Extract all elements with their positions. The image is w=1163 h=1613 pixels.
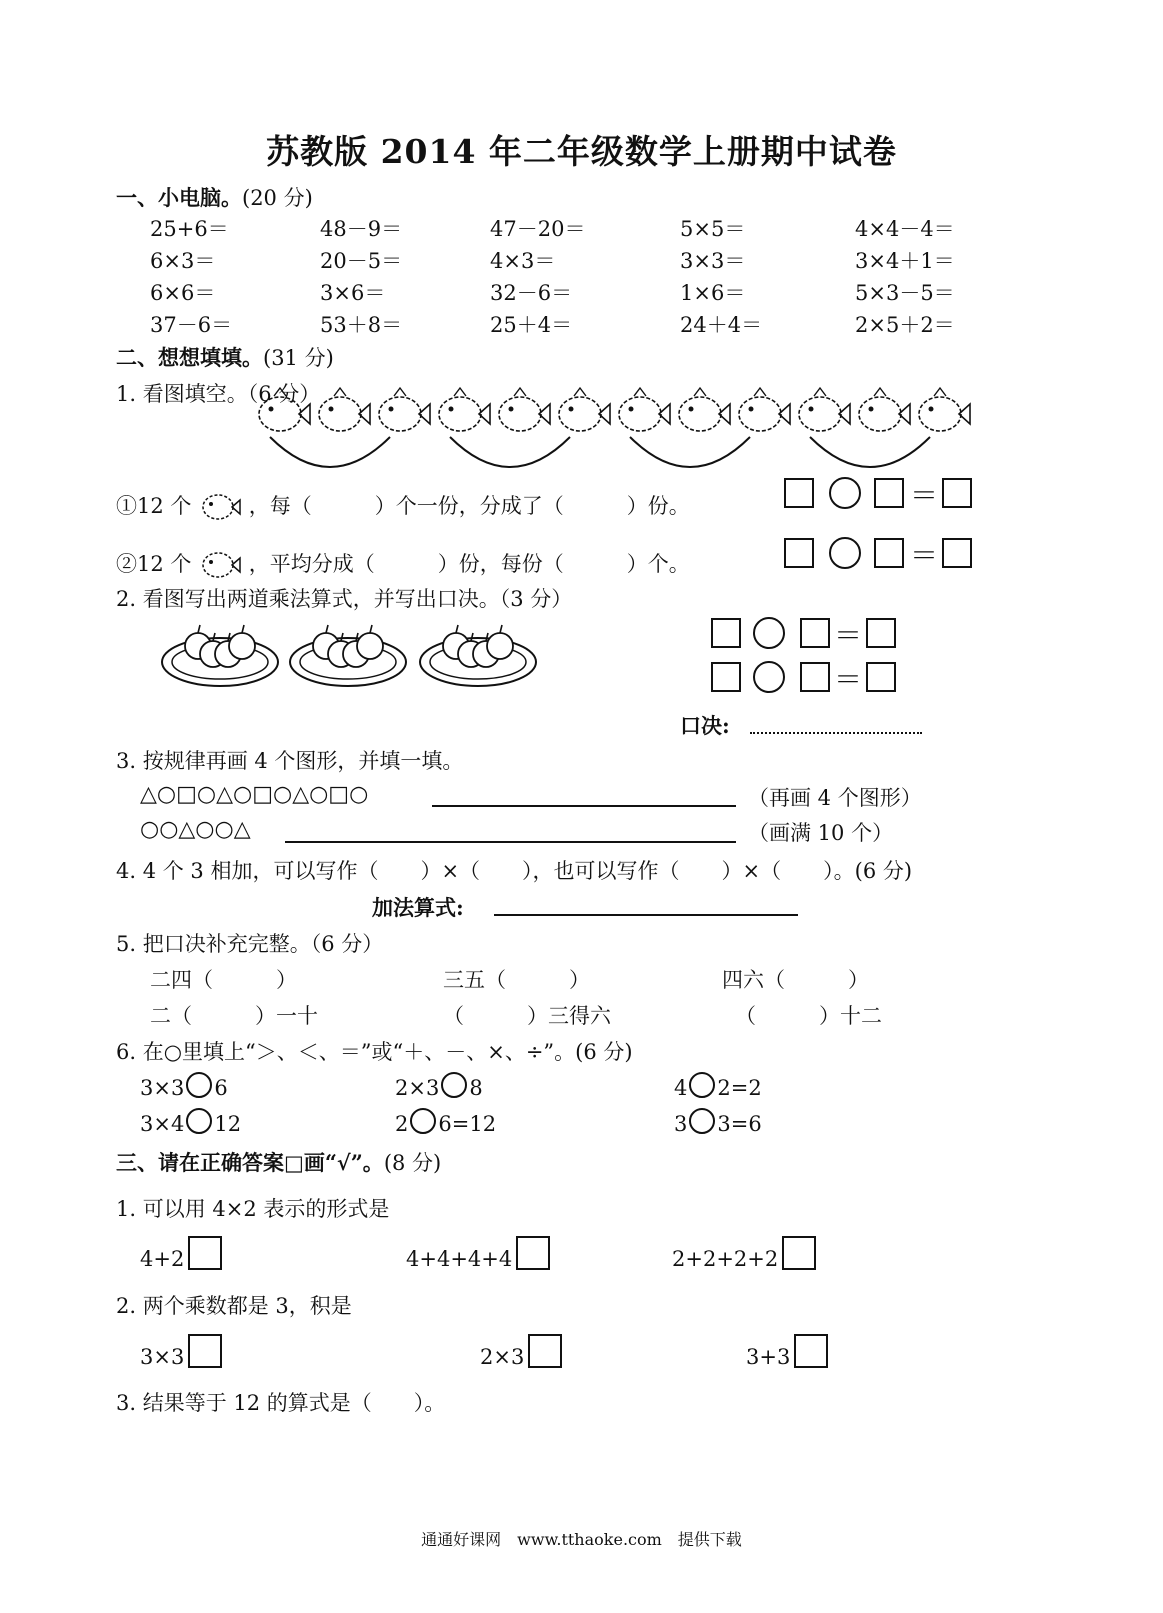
fish-picture <box>250 382 980 472</box>
section-2-heading <box>116 342 334 372</box>
calc-item: 20－5＝ <box>320 249 403 273</box>
fish-icon <box>379 388 430 431</box>
answer-box[interactable] <box>800 618 830 648</box>
fish-icon <box>799 388 850 431</box>
checkbox[interactable] <box>782 1236 816 1270</box>
q6-left: 2 <box>395 1112 409 1136</box>
calc-item: 4×3＝ <box>490 249 556 273</box>
choice-option <box>140 1236 222 1271</box>
answer-box[interactable] <box>866 618 896 648</box>
apple-plate <box>290 625 406 686</box>
calc-item: 5×3－5＝ <box>855 281 955 305</box>
choice-label: 3+3 <box>746 1345 791 1369</box>
answer-box[interactable] <box>866 662 896 692</box>
q1-sub1-text: ，每（ ）个一份，分成了（ ）份。 <box>248 494 690 518</box>
plates-group <box>162 625 536 686</box>
q6-item <box>140 1108 241 1136</box>
fish-icon <box>859 388 910 431</box>
section-2-points: (31 分) <box>263 346 334 370</box>
q6-item <box>395 1072 483 1100</box>
calc-item: 47－20＝ <box>490 217 586 241</box>
calc-item: 3×6＝ <box>320 281 386 305</box>
operator-circle[interactable] <box>753 617 785 649</box>
answer-box[interactable] <box>784 478 814 508</box>
answer-box[interactable] <box>800 662 830 692</box>
checkbox[interactable] <box>528 1334 562 1368</box>
equals-sign: ＝ <box>910 479 939 512</box>
checkbox[interactable] <box>188 1236 222 1270</box>
calc-item: 25＋4＝ <box>490 313 573 337</box>
operator-circle[interactable] <box>441 1072 467 1098</box>
section-1-points: (20 分) <box>242 186 313 210</box>
answer-box[interactable] <box>784 538 814 568</box>
calc-item: 5×5＝ <box>680 217 746 241</box>
operator-circle[interactable] <box>753 661 785 693</box>
group-arc-2 <box>450 437 570 467</box>
q3-title: 3. 按规律再画 4 个图形，并填一填。 <box>116 749 464 773</box>
q4-text: 4. 4 个 3 相加，可以写作（ ）×（ ），也可以写作（ ）×（ ）。(6 分) <box>116 859 913 883</box>
q3-answer-line-1[interactable] <box>432 805 736 807</box>
answer-box[interactable] <box>874 538 904 568</box>
koujue-answer-line[interactable] <box>750 732 922 734</box>
q2-title: 2. 看图写出两道乘法算式，并写出口决。（3 分） <box>116 587 573 611</box>
q3-answer-line-2[interactable] <box>285 841 736 843</box>
group-arc-3 <box>630 437 750 467</box>
calc-item: 48－9＝ <box>320 217 403 241</box>
calc-item: 32－6＝ <box>490 281 573 305</box>
q5-item: 二四（ ） <box>150 968 297 992</box>
checkbox[interactable] <box>794 1334 828 1368</box>
operator-circle[interactable] <box>186 1108 212 1134</box>
calc-item: 37－6＝ <box>150 313 233 337</box>
calc-item: 53＋8＝ <box>320 313 403 337</box>
q5-item: （ ）十二 <box>735 1004 882 1028</box>
q3-sequence-2: ○○△○○△ <box>140 817 251 842</box>
q3-sequence-1: △○□○△○□○△○□○ <box>140 782 369 807</box>
answer-box[interactable] <box>942 478 972 508</box>
q6-left: 3 <box>674 1112 688 1136</box>
q1-sub2 <box>116 545 690 583</box>
q5-item: 三五（ ） <box>443 968 590 992</box>
q6-left: 4 <box>674 1076 688 1100</box>
choice-option <box>480 1334 562 1369</box>
apple-plates-picture <box>158 610 548 692</box>
calc-item: 4×4－4＝ <box>855 217 955 241</box>
operator-circle[interactable] <box>186 1072 212 1098</box>
calc-item: 1×6＝ <box>680 281 746 305</box>
q4-answer-line[interactable] <box>494 914 798 916</box>
equals-sign: ＝ <box>834 663 863 696</box>
q6-item <box>395 1108 496 1136</box>
q6-right: 3=6 <box>717 1112 762 1136</box>
choice-label: 2×3 <box>480 1345 525 1369</box>
section-3-label: 三、请在正确答案□画“√”。 <box>116 1150 384 1175</box>
fish-icon <box>679 388 730 431</box>
q6-right: 2=2 <box>717 1076 762 1100</box>
fish-icon <box>198 487 242 525</box>
q5-item: 二（ ）一十 <box>150 1004 318 1028</box>
section-3-points: (8 分) <box>383 1151 442 1175</box>
equals-sign: ＝ <box>834 619 863 652</box>
section-1-heading <box>116 182 313 212</box>
answer-box[interactable] <box>942 538 972 568</box>
q6-left: 2×3 <box>395 1076 440 1100</box>
s3-q2-title: 2. 两个乘数都是 3，积是 <box>116 1294 352 1318</box>
q6-title: 6. 在○里填上“＞、＜、＝”或“＋、－、×、÷”。(6 分) <box>116 1040 633 1064</box>
q6-left: 3×3 <box>140 1076 185 1100</box>
operator-circle[interactable] <box>829 537 861 569</box>
checkbox[interactable] <box>516 1236 550 1270</box>
calc-item: 2×5＋2＝ <box>855 313 955 337</box>
q6-right: 6=12 <box>438 1112 497 1136</box>
q1-sub1-prefix: ①12 个 <box>116 494 192 518</box>
answer-box[interactable] <box>711 662 741 692</box>
answer-box[interactable] <box>711 618 741 648</box>
q5-title: 5. 把口决补充完整。（6 分） <box>116 932 384 956</box>
fish-icon <box>739 388 790 431</box>
section-1-label: 一、小电脑。 <box>116 185 242 210</box>
section-3-heading <box>116 1147 441 1177</box>
q5-item: （ ）三得六 <box>443 1004 611 1028</box>
footer-credit: 通通好课网 www.tthaoke.com 提供下载 <box>421 1530 742 1549</box>
q1-sub2-prefix: ②12 个 <box>116 552 192 576</box>
operator-circle[interactable] <box>829 477 861 509</box>
choice-label: 3×3 <box>140 1345 185 1369</box>
choice-label: 2+2+2+2 <box>672 1247 779 1271</box>
choice-option <box>140 1334 222 1369</box>
koujue-label: 口决: <box>680 713 730 738</box>
calc-item: 24＋4＝ <box>680 313 763 337</box>
fish-icon <box>319 388 370 431</box>
answer-box[interactable] <box>874 478 904 508</box>
q6-item <box>140 1072 228 1100</box>
apple-plate <box>162 625 278 686</box>
fish-icon <box>499 388 550 431</box>
calc-item: 3×4＋1＝ <box>855 249 955 273</box>
operator-circle[interactable] <box>410 1108 436 1134</box>
calc-item: 6×6＝ <box>150 281 216 305</box>
fish-icon <box>919 388 970 431</box>
q6-right: 12 <box>214 1112 242 1136</box>
fish-icon <box>259 388 310 431</box>
section-2-label: 二、想想填填。 <box>116 345 263 370</box>
q1-sub2-text: ，平均分成（ ）份，每份（ ）个。 <box>248 552 690 576</box>
fish-icon <box>198 545 242 583</box>
q6-item <box>674 1072 762 1100</box>
s3-q1-title: 1. 可以用 4×2 表示的形式是 <box>116 1197 390 1221</box>
q6-item <box>674 1108 762 1136</box>
operator-circle[interactable] <box>689 1108 715 1134</box>
q6-right: 8 <box>469 1076 483 1100</box>
q6-right: 6 <box>214 1076 228 1100</box>
fish-icon <box>559 388 610 431</box>
choice-option <box>672 1236 816 1271</box>
q5-item: 四六（ ） <box>722 968 869 992</box>
operator-circle[interactable] <box>689 1072 715 1098</box>
fish-group <box>259 388 970 431</box>
choice-label: 4+4+4+4 <box>406 1247 513 1271</box>
calc-item: 6×3＝ <box>150 249 216 273</box>
q1-sub1 <box>116 487 690 525</box>
choice-option <box>406 1236 550 1271</box>
page-title: 苏教版 2014 年二年级数学上册期中试卷 <box>266 132 897 171</box>
q6-left: 3×4 <box>140 1112 185 1136</box>
group-arc-1 <box>270 437 390 467</box>
fish-icon <box>619 388 670 431</box>
equals-sign: ＝ <box>910 539 939 572</box>
checkbox[interactable] <box>188 1334 222 1368</box>
q3-hint-1: （再画 4 个图形） <box>748 786 922 810</box>
s3-q3-title: 3. 结果等于 12 的算式是（ ）。 <box>116 1391 446 1415</box>
group-arc-4 <box>810 437 930 467</box>
q4-add-label: 加法算式: <box>372 895 464 920</box>
q1-title: 1. 看图填空。（6 分） <box>116 382 321 406</box>
choice-label: 4+2 <box>140 1247 185 1271</box>
calc-item: 25+6＝ <box>150 217 229 241</box>
calc-item: 3×3＝ <box>680 249 746 273</box>
q3-hint-2: （画满 10 个） <box>748 821 894 845</box>
apple-plate <box>420 625 536 686</box>
choice-option <box>746 1334 828 1369</box>
fish-icon <box>439 388 490 431</box>
